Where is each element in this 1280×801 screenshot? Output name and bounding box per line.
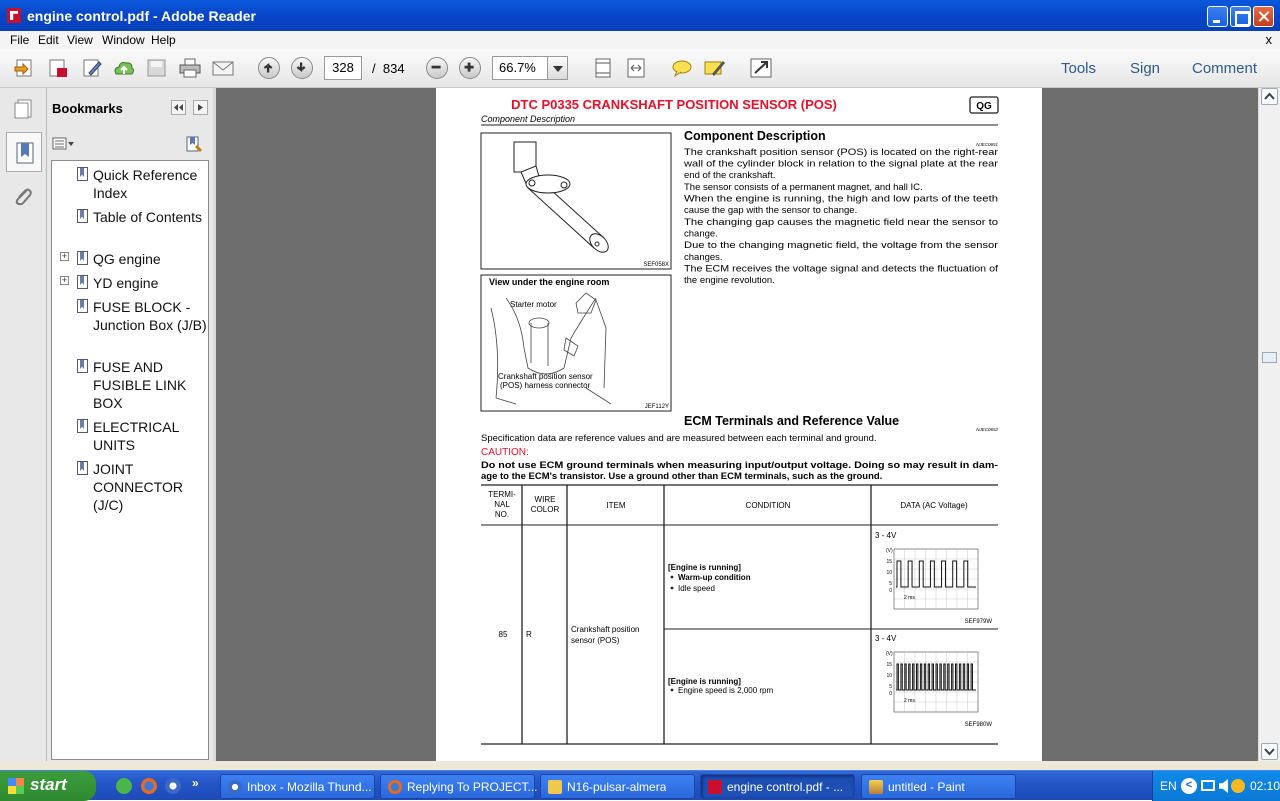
chevron-right-icon [194, 101, 207, 114]
quicklaunch-icon[interactable] [116, 778, 132, 794]
status-strip [0, 761, 1280, 770]
qg-badge: QG [976, 101, 992, 112]
windows-logo-icon [8, 778, 24, 794]
wire-color: R [526, 630, 532, 639]
tray-app-icon[interactable] [1231, 779, 1245, 793]
fullscreen-icon[interactable] [750, 58, 772, 78]
menu-edit[interactable]: Edit [38, 33, 59, 47]
body-line: Due to the changing magnetic field, the voltage from the sensor [684, 240, 998, 251]
bullet [671, 689, 674, 692]
language-indicator[interactable]: EN [1160, 779, 1177, 793]
table-header: TERMI- [488, 490, 516, 499]
scope-unit: (V) [886, 548, 893, 554]
body-line: wall of the cylinder block in relation to the signal plate at the rear [682, 158, 998, 170]
engine-room-figure-frame [481, 275, 671, 411]
scope-time: 2 ms [904, 698, 915, 704]
windows-taskbar [0, 770, 1280, 800]
start-button[interactable]: start [0, 771, 96, 801]
caution-text: Do not use ECM ground terminals when measuring input/output voltage. Doing so may result in dam- [481, 460, 998, 471]
bookmark-label: QG engine [93, 251, 161, 267]
table-header: DATA (AC Voltage) [900, 501, 968, 510]
upload-icon[interactable] [113, 58, 135, 78]
bookmark-label: YD engine [93, 275, 159, 291]
edit-icon[interactable] [81, 58, 103, 78]
item-text: Crankshaft position [571, 625, 640, 634]
menu-help[interactable]: Help [151, 33, 176, 47]
figure-label: Crankshaft position sensor [498, 372, 593, 381]
network-icon[interactable] [1201, 780, 1215, 791]
terminal-number: 85 [498, 630, 508, 639]
scope-unit: (V) [886, 651, 893, 657]
bookmark-icon [77, 209, 88, 223]
expand-icon[interactable]: + [61, 275, 68, 285]
tools-button[interactable]: Tools [1061, 60, 1097, 77]
voltage-value: 3 - 4V [875, 634, 897, 643]
table-header: NO. [494, 510, 510, 519]
condition-head: [Engine is running] [668, 563, 741, 572]
voltage-value: 3 - 4V [875, 531, 897, 540]
scroll-up-button[interactable] [1261, 88, 1278, 105]
zoom-input[interactable]: 66.7% [492, 56, 548, 80]
bookmark-icon [77, 419, 88, 433]
paint-icon [869, 780, 883, 794]
page-heading: DTC P0335 CRANKSHAFT POSITION SENSOR (POS) [511, 97, 837, 112]
navigation-pane [0, 88, 47, 761]
adobe-reader-icon [708, 780, 722, 794]
comment-button[interactable]: Comment [1192, 60, 1258, 77]
collapse-panel-button[interactable] [171, 100, 186, 115]
find-bookmark-icon[interactable] [185, 136, 203, 154]
taskbar-item[interactable]: N16-pulsar-almera [540, 774, 695, 799]
caution-text: age to the ECM's transistor. Use a ground other than ECM terminals, such as the ground. [481, 471, 883, 482]
bullet [671, 587, 674, 590]
scope-tick: 0 [889, 588, 892, 594]
bookmark-icon [77, 299, 88, 313]
condition-item: Idle speed [678, 584, 715, 593]
bookmarks-header: Bookmarks [52, 101, 123, 116]
section-code: NJEC0652 [976, 427, 998, 432]
body-line: change. [684, 228, 718, 240]
bookmark-label: Table of Contents [93, 209, 202, 225]
spec-text: Specification data are reference values and are measured between each terminal and ground. [481, 433, 877, 444]
taskbar-item[interactable]: Replying To PROJECT... [380, 774, 535, 799]
window-title: engine control.pdf - Adobe Reader [27, 8, 256, 24]
expand-icon[interactable]: + [61, 251, 68, 261]
taskbar-item[interactable]: untitled - Paint [861, 774, 1016, 799]
bookmark-label: FUSE AND FUSIBLE LINK BOX [93, 359, 187, 411]
show-hidden-icons-button[interactable]: < [1181, 778, 1197, 794]
scope-tick: 10 [886, 570, 892, 576]
bookmark-label: JOINT CONNECTOR (J/C) [93, 461, 183, 513]
figure-label: Starter motor [510, 300, 557, 309]
bookmark-label: FUSE BLOCK - Junction Box (J/B) [93, 299, 207, 333]
body-line: changes. [684, 252, 723, 263]
bookmarks-list [51, 160, 209, 760]
bookmark-label: Quick Reference Index [93, 167, 198, 201]
prev-page-icon[interactable] [258, 57, 280, 79]
table-header: ITEM [606, 501, 626, 510]
page-thumbnails-icon[interactable] [13, 98, 35, 120]
options-menu-icon [52, 136, 76, 152]
sign-button[interactable]: Sign [1130, 60, 1161, 77]
menu-window[interactable]: Window [102, 33, 145, 47]
comment-icon[interactable] [671, 58, 693, 78]
vertical-scrollbar[interactable] [1258, 88, 1280, 761]
bookmark-icon [77, 461, 88, 475]
menu-view[interactable]: View [67, 33, 93, 47]
chevron-down-icon [1262, 744, 1277, 759]
section-title: ECM Terminals and Reference Value [684, 414, 900, 428]
close-button[interactable] [1253, 6, 1274, 27]
body-line: The crankshaft position sensor (POS) is located on the right-rear [684, 147, 998, 158]
document-close-button[interactable]: x [1265, 32, 1272, 47]
body-line: end of the crankshaft. [684, 170, 776, 181]
fit-width-icon[interactable] [625, 58, 647, 78]
fit-page-icon[interactable] [592, 58, 614, 78]
bookmark-label: ELECTRICAL UNITS [93, 419, 179, 453]
section-code: NJEC0651 [976, 142, 998, 147]
scope-time: 2 ms [904, 595, 915, 601]
zoom-dropdown-button[interactable] [548, 56, 568, 80]
zoom-in-icon[interactable] [459, 57, 481, 79]
page-content [436, 88, 1042, 761]
volume-icon[interactable] [1219, 779, 1228, 793]
body-line: When the engine is running, the high and low parts of the teeth [684, 193, 998, 205]
panel-forward-button[interactable] [193, 100, 208, 115]
next-page-icon[interactable] [291, 57, 313, 79]
thunderbird-icon [228, 780, 242, 794]
condition-item: Warm-up condition [678, 573, 751, 582]
chevron-up-icon [1262, 89, 1277, 104]
scope-tick: 5 [889, 684, 892, 690]
attachments-icon[interactable] [12, 184, 34, 208]
disk-icon[interactable] [146, 58, 168, 78]
table-header: NAL [494, 500, 510, 509]
zoom-out-icon[interactable] [426, 57, 448, 79]
minimize-button[interactable] [1207, 6, 1228, 27]
create-pdf-icon[interactable] [47, 58, 69, 78]
bookmark-tab-icon [15, 141, 35, 165]
firefox-icon [388, 780, 402, 794]
item-text: sensor (POS) [571, 636, 620, 645]
condition-item: Engine speed is 2,000 rpm [678, 686, 774, 695]
body-line: the engine revolution. [684, 275, 775, 286]
scope-tick: 15 [886, 662, 892, 668]
bookmark-options-button[interactable] [52, 136, 76, 152]
scope-tick: 0 [889, 691, 892, 697]
section-title: Component Description [684, 129, 826, 143]
pdf-page [436, 88, 1042, 761]
scope-tick: 15 [886, 559, 892, 565]
print-icon[interactable] [179, 58, 201, 78]
bookmark-icon [77, 251, 88, 265]
body-line: cause the gap with the sensor to change. [684, 205, 858, 216]
sensor-figure-frame [481, 133, 671, 269]
double-chevron-left-icon [172, 101, 185, 114]
table-header: COLOR [530, 505, 560, 514]
highlight-icon[interactable] [704, 58, 726, 78]
menu-bar [0, 31, 1280, 49]
document-view [216, 88, 1258, 761]
adobe-reader-icon [7, 8, 21, 23]
taskbar-item[interactable]: Inbox - Mozilla Thund... [220, 774, 375, 799]
scroll-down-button[interactable] [1261, 743, 1278, 760]
figure-code: SEF058X [643, 262, 669, 268]
taskbar-item[interactable]: engine control.pdf - ... [700, 774, 855, 799]
window-titlebar [0, 0, 1280, 31]
condition-head: [Engine is running] [668, 677, 741, 686]
bookmarks-tab[interactable] [6, 132, 42, 172]
figure-code: SEF979W [964, 619, 992, 625]
scope-tick: 10 [886, 673, 892, 679]
page-total: / 834 [372, 61, 405, 76]
figure-title: View under the engine room [489, 277, 610, 287]
table-header: CONDITION [745, 501, 791, 510]
firefox-icon[interactable] [141, 778, 157, 794]
body-line: The changing gap causes the magnetic field near the sensor to [684, 217, 998, 228]
body-line: The sensor consists of a permanent magnet, and hall IC. [684, 182, 923, 193]
menu-file[interactable]: File [10, 33, 30, 47]
bullet [671, 576, 674, 579]
clock: 02:10 [1250, 779, 1280, 793]
thunderbird-icon[interactable] [165, 778, 181, 794]
figure-label: (POS) harness connector [500, 381, 591, 390]
maximize-button[interactable] [1230, 6, 1251, 27]
figure-code: JEF112Y [644, 404, 669, 410]
save-icon[interactable] [14, 58, 36, 78]
bookmark-icon [77, 359, 88, 373]
caution-label: CAUTION: [481, 447, 529, 458]
page-subheading: Component Description [481, 114, 576, 124]
page-number-input[interactable]: 328 [324, 56, 362, 80]
body-line: The ECM receives the voltage signal and detects the fluctuation of [684, 263, 999, 275]
bookmark-icon [77, 275, 88, 289]
quicklaunch-more-icon[interactable]: » [192, 776, 199, 790]
figure-code: SEF980W [964, 722, 992, 728]
folder-icon [548, 780, 562, 794]
scroll-thumb[interactable] [1262, 352, 1277, 363]
scope-tick: 5 [889, 581, 892, 587]
bookmark-icon [77, 167, 88, 181]
system-tray [1152, 771, 1280, 801]
email-icon[interactable] [212, 58, 234, 78]
table-header: WIRE [534, 495, 556, 504]
